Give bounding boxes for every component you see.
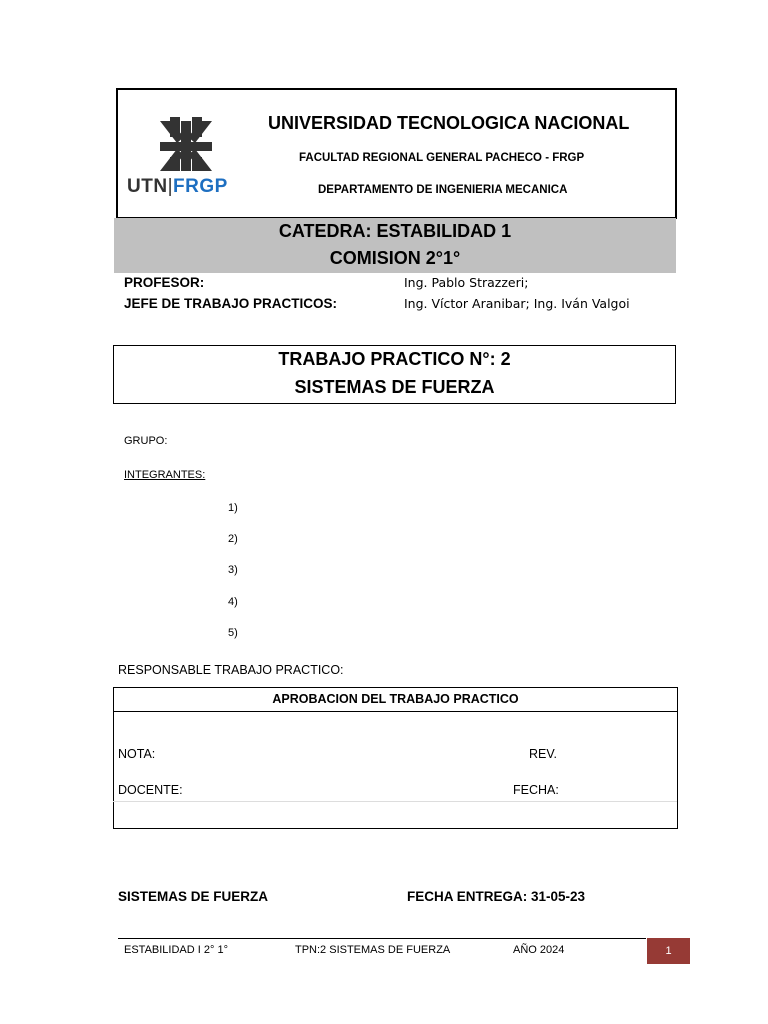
review-label: REV. bbox=[529, 747, 558, 761]
professor-label: PROFESOR: bbox=[124, 275, 205, 290]
tp-number: TRABAJO PRACTICO N°: 2 bbox=[278, 349, 511, 369]
logo-separator: | bbox=[167, 176, 173, 197]
approval-divider bbox=[113, 711, 678, 712]
approval-table bbox=[113, 687, 678, 829]
logo-wordmark bbox=[127, 176, 228, 198]
member-item: 3) bbox=[228, 564, 238, 576]
footer-tp: TPN:2 SISTEMAS DE FUERZA bbox=[295, 944, 451, 956]
commission-title: COMISION 2°1° bbox=[329, 248, 461, 268]
date-label: FECHA: bbox=[513, 783, 559, 797]
grade-label: NOTA: bbox=[118, 747, 156, 761]
university-title: UNIVERSIDAD TECNOLOGICA NACIONAL bbox=[268, 113, 630, 133]
group-label: GRUPO: bbox=[124, 435, 168, 447]
department-name: DEPARTAMENTO DE INGENIERIA MECANICA bbox=[318, 184, 568, 196]
member-item: 5) bbox=[228, 627, 238, 639]
teacher-label: DOCENTE: bbox=[118, 783, 183, 797]
course-title: CATEDRA: ESTABILIDAD 1 bbox=[278, 221, 512, 241]
jtp-value: Ing. Víctor Aranibar; Ing. Iván Valgoi bbox=[404, 296, 630, 311]
footer-course: ESTABILIDAD I 2° 1° bbox=[124, 944, 228, 956]
member-item: 1) bbox=[228, 502, 238, 514]
responsible-label: RESPONSABLE TRABAJO PRACTICO: bbox=[118, 663, 344, 677]
members-label: INTEGRANTES: bbox=[124, 469, 206, 481]
bottom-topic: SISTEMAS DE FUERZA bbox=[118, 889, 269, 904]
faculty-name: FACULTAD REGIONAL GENERAL PACHECO - FRGP bbox=[299, 152, 585, 164]
approval-inner-line bbox=[113, 801, 677, 802]
member-item: 4) bbox=[228, 596, 238, 608]
jtp-label: JEFE DE TRABAJO PRACTICOS: bbox=[124, 296, 338, 311]
logo-utn: UTN bbox=[127, 176, 168, 197]
page-number-badge: 1 bbox=[647, 938, 690, 964]
footer-year: AÑO 2024 bbox=[513, 944, 565, 956]
footer-rule bbox=[118, 938, 646, 939]
due-date: FECHA ENTREGA: 31-05-23 bbox=[407, 889, 586, 904]
approval-title: APROBACION DEL TRABAJO PRACTICO bbox=[272, 692, 519, 706]
professor-value: Ing. Pablo Strazzeri; bbox=[404, 275, 529, 290]
tp-topic: SISTEMAS DE FUERZA bbox=[294, 377, 495, 397]
logo-frgp: FRGP bbox=[173, 176, 228, 197]
member-item: 2) bbox=[228, 533, 238, 545]
